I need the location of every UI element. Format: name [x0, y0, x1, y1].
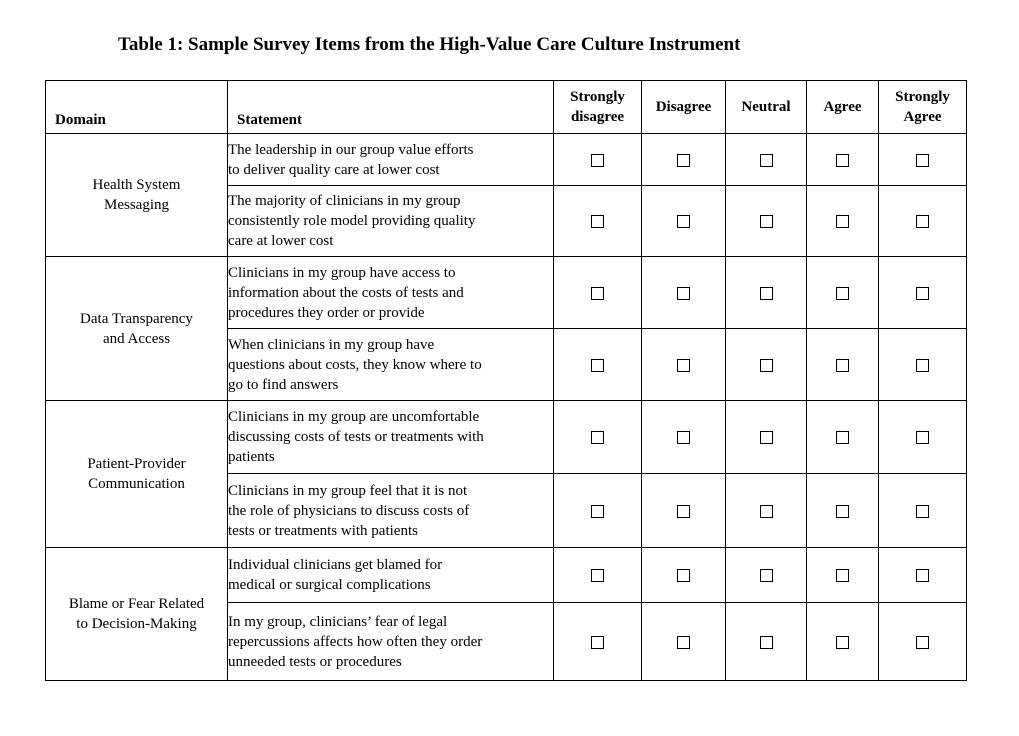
domain-label-line: Messaging [104, 197, 169, 213]
statement-cell [228, 329, 554, 401]
domain-cell-patient-provider [46, 401, 228, 548]
checkbox-icon[interactable] [677, 569, 690, 582]
checkbox-icon[interactable] [591, 569, 604, 582]
domain-label-line: Health System [92, 177, 181, 193]
choice-strongly-agree [879, 603, 967, 681]
statement-line: The majority of clinicians in my group [228, 193, 461, 209]
choice-strongly-agree [879, 186, 967, 257]
choice-strongly-agree [879, 134, 967, 186]
statement-line: medical or surgical complications [228, 577, 431, 593]
choice-disagree [642, 548, 726, 603]
choice-strongly-disagree [554, 329, 642, 401]
domain-label-line: Blame or Fear Related [68, 596, 205, 612]
checkbox-icon[interactable] [591, 154, 604, 167]
checkbox-icon[interactable] [677, 505, 690, 518]
checkbox-icon[interactable] [916, 154, 929, 167]
header-neutral: Neutral [726, 81, 807, 134]
checkbox-icon[interactable] [677, 154, 690, 167]
checkbox-icon[interactable] [760, 505, 773, 518]
domain-label-line: Communication [88, 476, 185, 492]
choice-neutral [726, 257, 807, 329]
domain-cell-data-transparency [46, 257, 228, 401]
survey-table [45, 80, 967, 681]
checkbox-icon[interactable] [760, 215, 773, 228]
statement-line: to deliver quality care at lower cost [228, 161, 440, 178]
checkbox-icon[interactable] [591, 215, 604, 228]
choice-agree [807, 329, 879, 401]
statement-line: Clinicians in my group feel that it is not [228, 482, 468, 499]
statement-line: When clinicians in my group have [228, 336, 435, 353]
checkbox-icon[interactable] [591, 636, 604, 649]
header-disagree: Disagree [642, 81, 726, 134]
checkbox-icon[interactable] [760, 359, 773, 372]
choice-strongly-agree [879, 474, 967, 548]
statement-line: patients [228, 449, 275, 465]
checkbox-icon[interactable] [916, 636, 929, 649]
checkbox-icon[interactable] [760, 569, 773, 582]
checkbox-icon[interactable] [677, 359, 690, 372]
checkbox-icon[interactable] [677, 287, 690, 300]
choice-strongly-agree [879, 548, 967, 603]
choice-strongly-disagree [554, 134, 642, 186]
header-strongly-disagree [554, 81, 642, 134]
header-domain: Domain [46, 81, 228, 134]
choice-disagree [642, 603, 726, 681]
choice-strongly-agree [879, 257, 967, 329]
checkbox-icon[interactable] [836, 636, 849, 649]
checkbox-icon[interactable] [916, 431, 929, 444]
table-row [46, 257, 967, 329]
choice-agree [807, 474, 879, 548]
checkbox-icon[interactable] [836, 569, 849, 582]
header-strongly-agree-line2: Agree [903, 109, 942, 125]
statement-line: Clinicians in my group are uncomfortable [228, 409, 480, 425]
statement-cell [228, 186, 554, 257]
domain-label-line: to Decision-Making [76, 616, 197, 632]
choice-agree [807, 134, 879, 186]
table-row [46, 401, 967, 474]
choice-agree [807, 186, 879, 257]
statement-cell [228, 548, 554, 603]
choice-disagree [642, 257, 726, 329]
choice-strongly-disagree [554, 474, 642, 548]
checkbox-icon[interactable] [916, 287, 929, 300]
choice-disagree [642, 474, 726, 548]
choice-neutral [726, 329, 807, 401]
choice-strongly-disagree [554, 257, 642, 329]
statement-cell [228, 134, 554, 186]
statement-line: procedures they order or provide [228, 304, 425, 321]
choice-agree [807, 603, 879, 681]
choice-strongly-disagree [554, 186, 642, 257]
statement-cell [228, 603, 554, 681]
header-strongly-disagree-line1: Strongly [570, 89, 625, 105]
table-row [46, 134, 967, 186]
checkbox-icon[interactable] [836, 359, 849, 372]
choice-strongly-disagree [554, 401, 642, 474]
header-strongly-agree [879, 81, 967, 134]
checkbox-icon[interactable] [760, 636, 773, 649]
header-agree: Agree [807, 81, 879, 134]
choice-neutral [726, 548, 807, 603]
checkbox-icon[interactable] [591, 287, 604, 300]
checkbox-icon[interactable] [836, 154, 849, 167]
checkbox-icon[interactable] [916, 505, 929, 518]
header-row [46, 81, 967, 134]
statement-line: Clinicians in my group have access to [228, 264, 456, 281]
statement-cell [228, 257, 554, 329]
choice-strongly-agree [879, 401, 967, 474]
statement-line: The leadership in our group value efforts [228, 141, 474, 158]
statement-line: go to find answers [228, 376, 339, 393]
choice-agree [807, 401, 879, 474]
statement-line: tests or treatments with patients [228, 522, 418, 539]
table-title: Table 1: Sample Survey Items from the High-Value Care Culture Instrument [118, 34, 741, 55]
checkbox-icon[interactable] [591, 431, 604, 444]
choice-disagree [642, 134, 726, 186]
domain-label-line: and Access [102, 330, 171, 347]
choice-neutral [726, 186, 807, 257]
statement-line: information about the costs of tests and [228, 284, 464, 301]
statement-line: discussing costs of tests or treatments with [228, 429, 484, 445]
checkbox-icon[interactable] [677, 215, 690, 228]
choice-strongly-disagree [554, 603, 642, 681]
checkbox-icon[interactable] [760, 154, 773, 167]
choice-agree [807, 257, 879, 329]
choice-disagree [642, 329, 726, 401]
checkbox-icon[interactable] [916, 359, 929, 372]
domain-label-line: Patient-Provider [87, 456, 186, 472]
choice-neutral [726, 603, 807, 681]
header-strongly-disagree-line2: disagree [570, 109, 625, 125]
statement-line: repercussions affects how often they order [228, 633, 483, 650]
statement-cell [228, 474, 554, 548]
choice-neutral [726, 401, 807, 474]
statement-line: the role of physicians to discuss costs of [228, 502, 470, 519]
domain-cell-blame-or-fear [46, 548, 228, 681]
statement-line: In my group, clinicians’ fear of legal [228, 613, 448, 630]
checkbox-icon[interactable] [677, 636, 690, 649]
domain-label-line: Data Transparency [80, 310, 193, 327]
checkbox-icon[interactable] [591, 359, 604, 372]
checkbox-icon[interactable] [916, 215, 929, 228]
checkbox-icon[interactable] [591, 505, 604, 518]
statement-cell [228, 401, 554, 474]
choice-neutral [726, 474, 807, 548]
header-strongly-agree-line1: Strongly [895, 89, 950, 105]
choice-strongly-disagree [554, 548, 642, 603]
statement-line: unneeded tests or procedures [228, 653, 402, 670]
table-row [46, 548, 967, 603]
choice-agree [807, 548, 879, 603]
checkbox-icon[interactable] [677, 431, 690, 444]
choice-neutral [726, 134, 807, 186]
checkbox-icon[interactable] [836, 215, 849, 228]
checkbox-icon[interactable] [836, 287, 849, 300]
statement-line: Individual clinicians get blamed for [228, 557, 443, 573]
statement-line: care at lower cost [228, 233, 334, 249]
checkbox-icon[interactable] [836, 505, 849, 518]
statement-line: consistently role model providing quality [228, 213, 476, 229]
checkbox-icon[interactable] [916, 569, 929, 582]
checkbox-icon[interactable] [760, 431, 773, 444]
checkbox-icon[interactable] [760, 287, 773, 300]
header-statement: Statement [228, 81, 554, 134]
domain-cell-health-system-messaging [46, 134, 228, 257]
choice-strongly-agree [879, 329, 967, 401]
choice-disagree [642, 186, 726, 257]
checkbox-icon[interactable] [836, 431, 849, 444]
choice-disagree [642, 401, 726, 474]
statement-line: questions about costs, they know where to [228, 356, 482, 373]
